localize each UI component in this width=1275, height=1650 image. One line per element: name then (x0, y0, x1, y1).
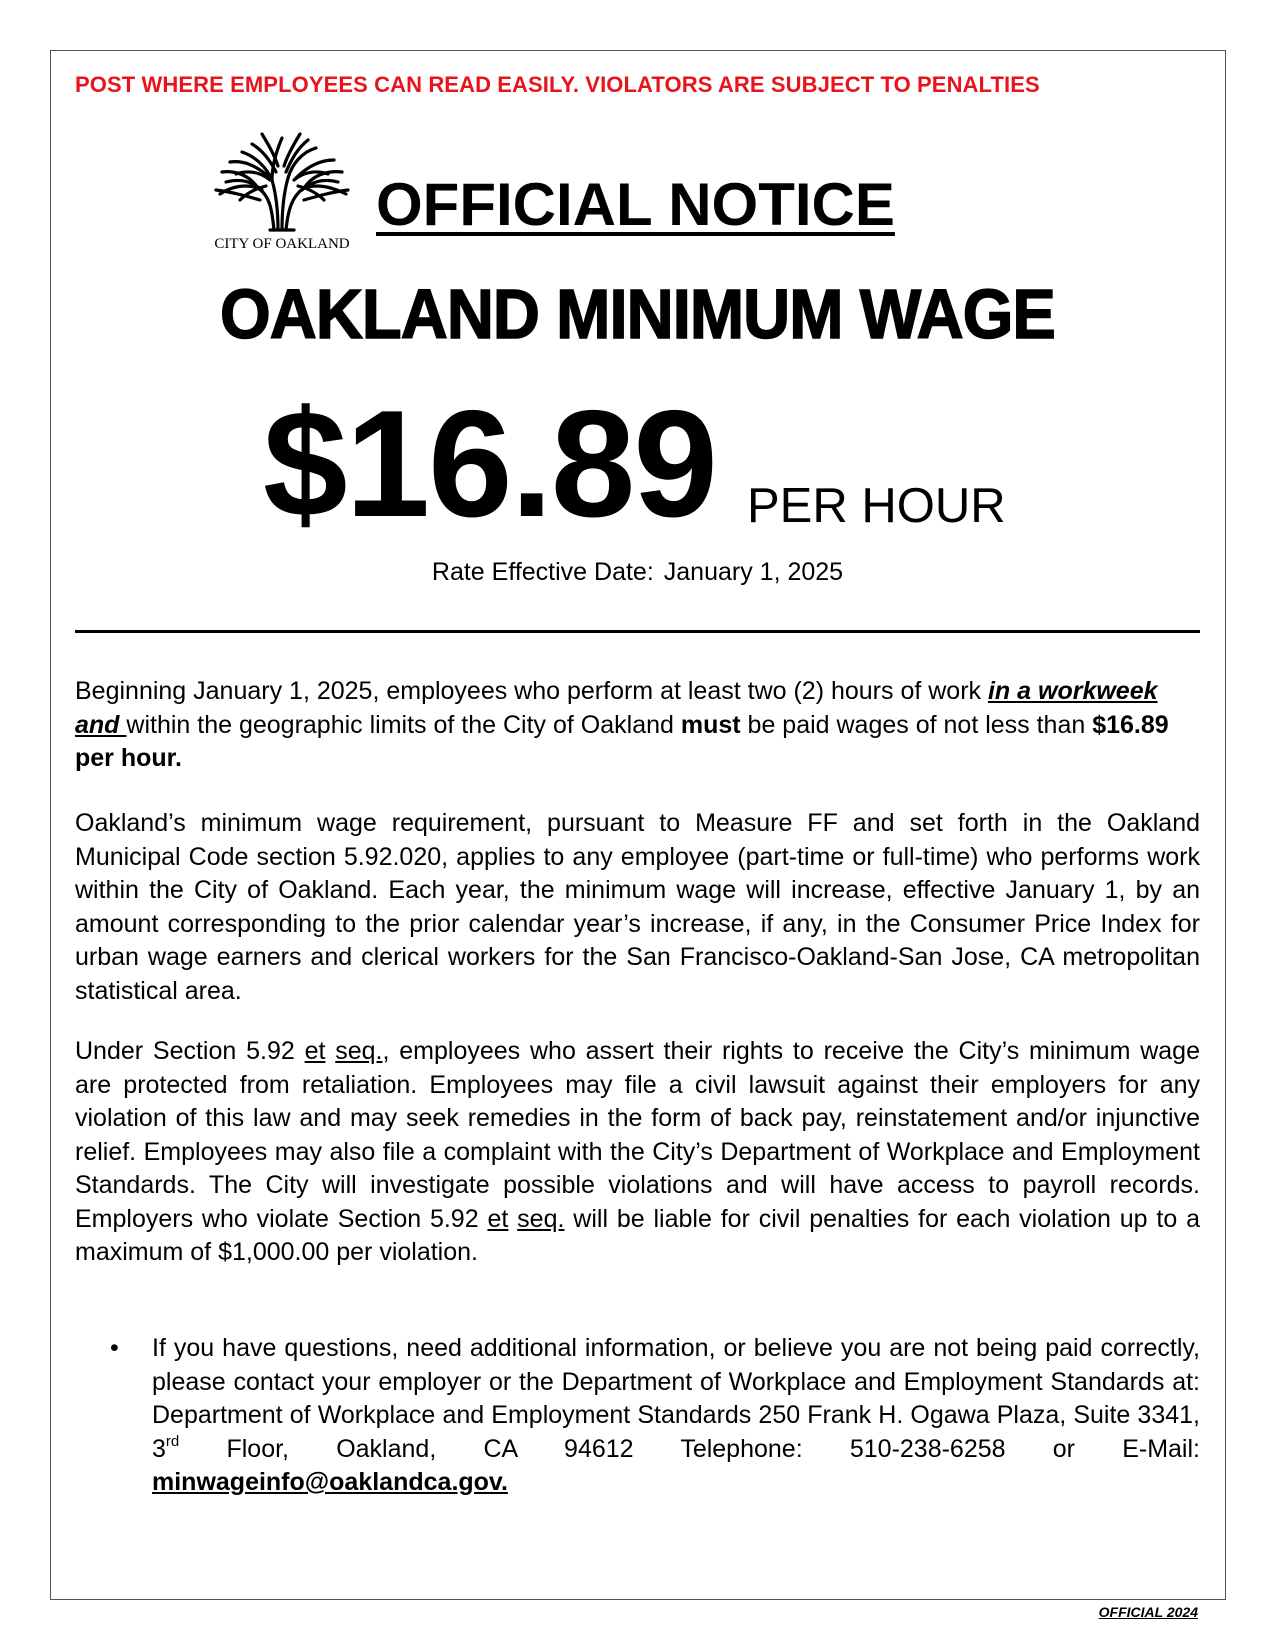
effective-date-label: Rate Effective Date: (431, 558, 654, 586)
effective-date-line (0, 558, 1275, 587)
p3-et: et (304, 1037, 326, 1065)
paragraph-requirement: Oakland’s minimum wage requirement, pursuant to Measure FF and set forth in the Oakland Municipal Code section 5.92.020, applies to any employee (part-time or full-time) who performs work within the City of Oakland. Each year, the minimum wage will increase, effective January 1, by an amount corresponding to the prior calendar year’s increase, if any, in the Consumer Price Index for urban wage earners and clerical workers for the San Francisco-Oakland-San Jose, CA metropolitan statistical area. (75, 809, 1200, 1005)
contact-bullet (110, 1332, 1200, 1500)
contact-text-b: Floor, Oakland, CA 94612 Telephone: 510-238-6258 or E-Mail: (179, 1434, 1200, 1463)
paragraph-applicability (75, 675, 1200, 776)
p3-text-a: Under Section 5.92 (75, 1037, 305, 1065)
p1-emphasis-must: must (680, 710, 741, 739)
posting-warning: POST WHERE EMPLOYEES CAN READ EASILY. VIOLATORS ARE SUBJECT TO PENALTIES (75, 72, 1040, 97)
p3-seq-2: seq. (517, 1204, 565, 1233)
p3-text-b: , employees who assert their rights to receive the City’s minimum wage are protected from retaliation. Employees may file a civil lawsuit against their employers for any violation of this law and may seek remedies in the form of back pay, reinstatement and/or injunctive relief. Employees may also file a complaint with the City’s Department of Workplace and Employment Standards. The City will investigate possible violations and will have access to payroll records. Employers who violate Section 5.92 (75, 1037, 1200, 1233)
p1-text-a: Beginning January 1, 2025, employees who perform at least two (2) hours of work (75, 677, 988, 705)
city-logo (212, 130, 352, 258)
page-title: OAKLAND MINIMUM WAGE (220, 275, 1055, 353)
p3-text-c: will be liable for civil penalties for each violation up to a maximum of $1,000.00 per violation. (75, 1204, 1200, 1266)
contact-email-link[interactable]: minwageinfo@oaklandca.gov. (152, 1468, 508, 1496)
p3-seq: seq. (335, 1037, 383, 1065)
effective-date-value: January 1, 2025 (663, 558, 844, 586)
official-notice-heading: OFFICIAL NOTICE (376, 171, 895, 238)
wage-rate: $16.89 (263, 379, 716, 549)
p1-emphasis-rate: $16.89 per hour. (75, 710, 1169, 772)
bullet-icon: • (110, 1334, 119, 1362)
paragraph-retaliation (75, 1035, 1200, 1270)
p1-emphasis-workweek: in a workweek and (75, 677, 1158, 739)
p1-text-c: within the geographic limits of the City of Oakland (126, 710, 681, 739)
p1-text-e: be paid wages of not less than (740, 710, 1093, 739)
p3-et-2: et (487, 1204, 509, 1233)
divider (75, 630, 1200, 633)
contact-text (152, 1332, 1200, 1500)
per-hour-label: PER HOUR (747, 479, 1006, 533)
city-of-oakland-text: CITY OF OAKLAND (214, 236, 350, 252)
floor-superscript: rd (165, 1432, 180, 1450)
contact-text-a: If you have questions, need additional information, or believe you are not being paid correctly, please contact your employer or the Department of Workplace and Employment Standards at: Department of Workplace and Employment Standards 250 Frank H. Ogawa Plaza, Suite 3341, 3 (152, 1334, 1200, 1463)
oak-tree-icon (212, 130, 352, 234)
footer-label: OFFICIAL 2024 (1098, 1604, 1198, 1620)
